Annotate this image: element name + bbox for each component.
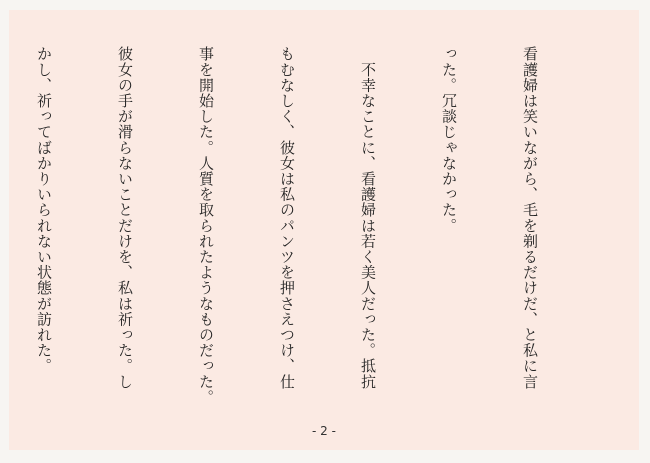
body-text <box>35 46 597 406</box>
text-line: もむなしく、彼女は私のパンツを押さえつけ、仕 <box>278 46 296 390</box>
text-line: 看護婦は笑いながら、毛を剃るだけだ、と私に言 <box>521 46 539 390</box>
document-page <box>9 10 639 450</box>
text-line: 事を開始した。人質を取られたようなものだった。 <box>197 46 215 405</box>
page-number: - 2 - <box>312 424 336 438</box>
text-line: 彼女の手が滑らないことだけを、私は祈った。し <box>116 46 134 390</box>
text-line: 不幸なことに、看護婦は若く美人だった。抵抗 <box>359 46 377 390</box>
text-line: かし、祈ってばかりいられない状態が訪れた。 <box>35 46 53 374</box>
text-line: った。冗談じゃなかった。 <box>440 46 458 234</box>
